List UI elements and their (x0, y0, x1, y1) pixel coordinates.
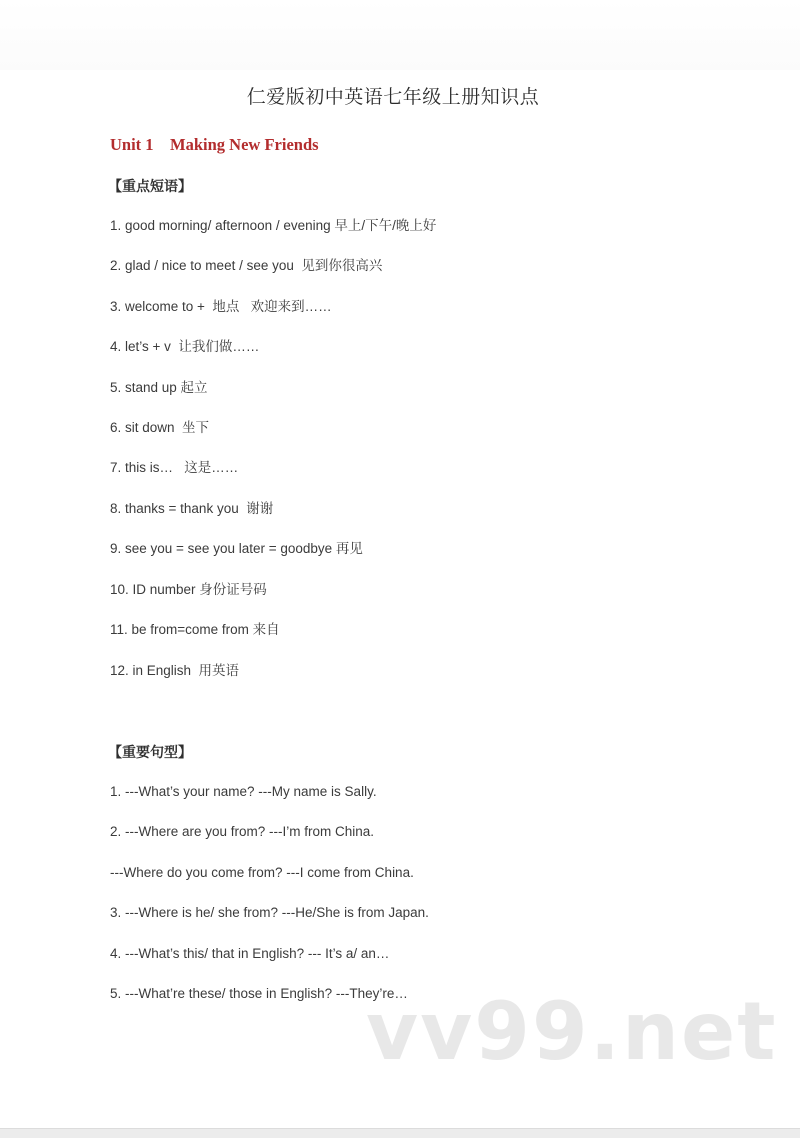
phrase-item: 5. stand up 起立 (110, 380, 208, 395)
watermark: vv99.net (366, 985, 778, 1078)
phrase-item: 9. see you = see you later = goodbye 再见 (110, 541, 363, 556)
unit-heading: Unit 1 Making New Friends (110, 135, 319, 154)
phrases-section-heading: 【重点短语】 (108, 179, 192, 195)
sentence-item: 4. ---What’s this/ that in English? --- It’s a/ an… (110, 946, 390, 961)
phrase-item: 7. this is… 这是…… (110, 460, 239, 475)
sentence-item: 5. ---What’re these/ those in English? ---They’re… (110, 986, 408, 1001)
phrase-item: 12. in English 用英语 (110, 663, 240, 678)
page-top-band (0, 0, 800, 70)
phrase-item: 3. welcome to + 地点 欢迎来到…… (110, 299, 332, 314)
sentences-section-heading: 【重要句型】 (108, 745, 192, 761)
sentence-item: 2. ---Where are you from? ---I’m from China. (110, 824, 375, 839)
sentence-item: ---Where do you come from? ---I come from China. (110, 865, 414, 880)
phrase-item: 4. let’s + v 让我们做…… (110, 339, 260, 354)
document-title: 仁爱版初中英语七年级上册知识点 (246, 86, 540, 108)
phrase-item: 8. thanks = thank you 谢谢 (110, 501, 274, 516)
phrase-item: 11. be from=come from 来自 (110, 622, 280, 637)
sentence-item: 3. ---Where is he/ she from? ---He/She is from Japan. (110, 905, 429, 920)
phrase-item: 10. ID number 身份证号码 (110, 582, 267, 597)
sentence-item: 1. ---What’s your name? ---My name is Sally. (110, 784, 377, 799)
phrase-item: 2. glad / nice to meet / see you 见到你很高兴 (110, 258, 383, 273)
phrase-item: 1. good morning/ afternoon / evening 早上/下午/晚上好 (110, 218, 437, 233)
phrase-item: 6. sit down 坐下 (110, 420, 210, 435)
